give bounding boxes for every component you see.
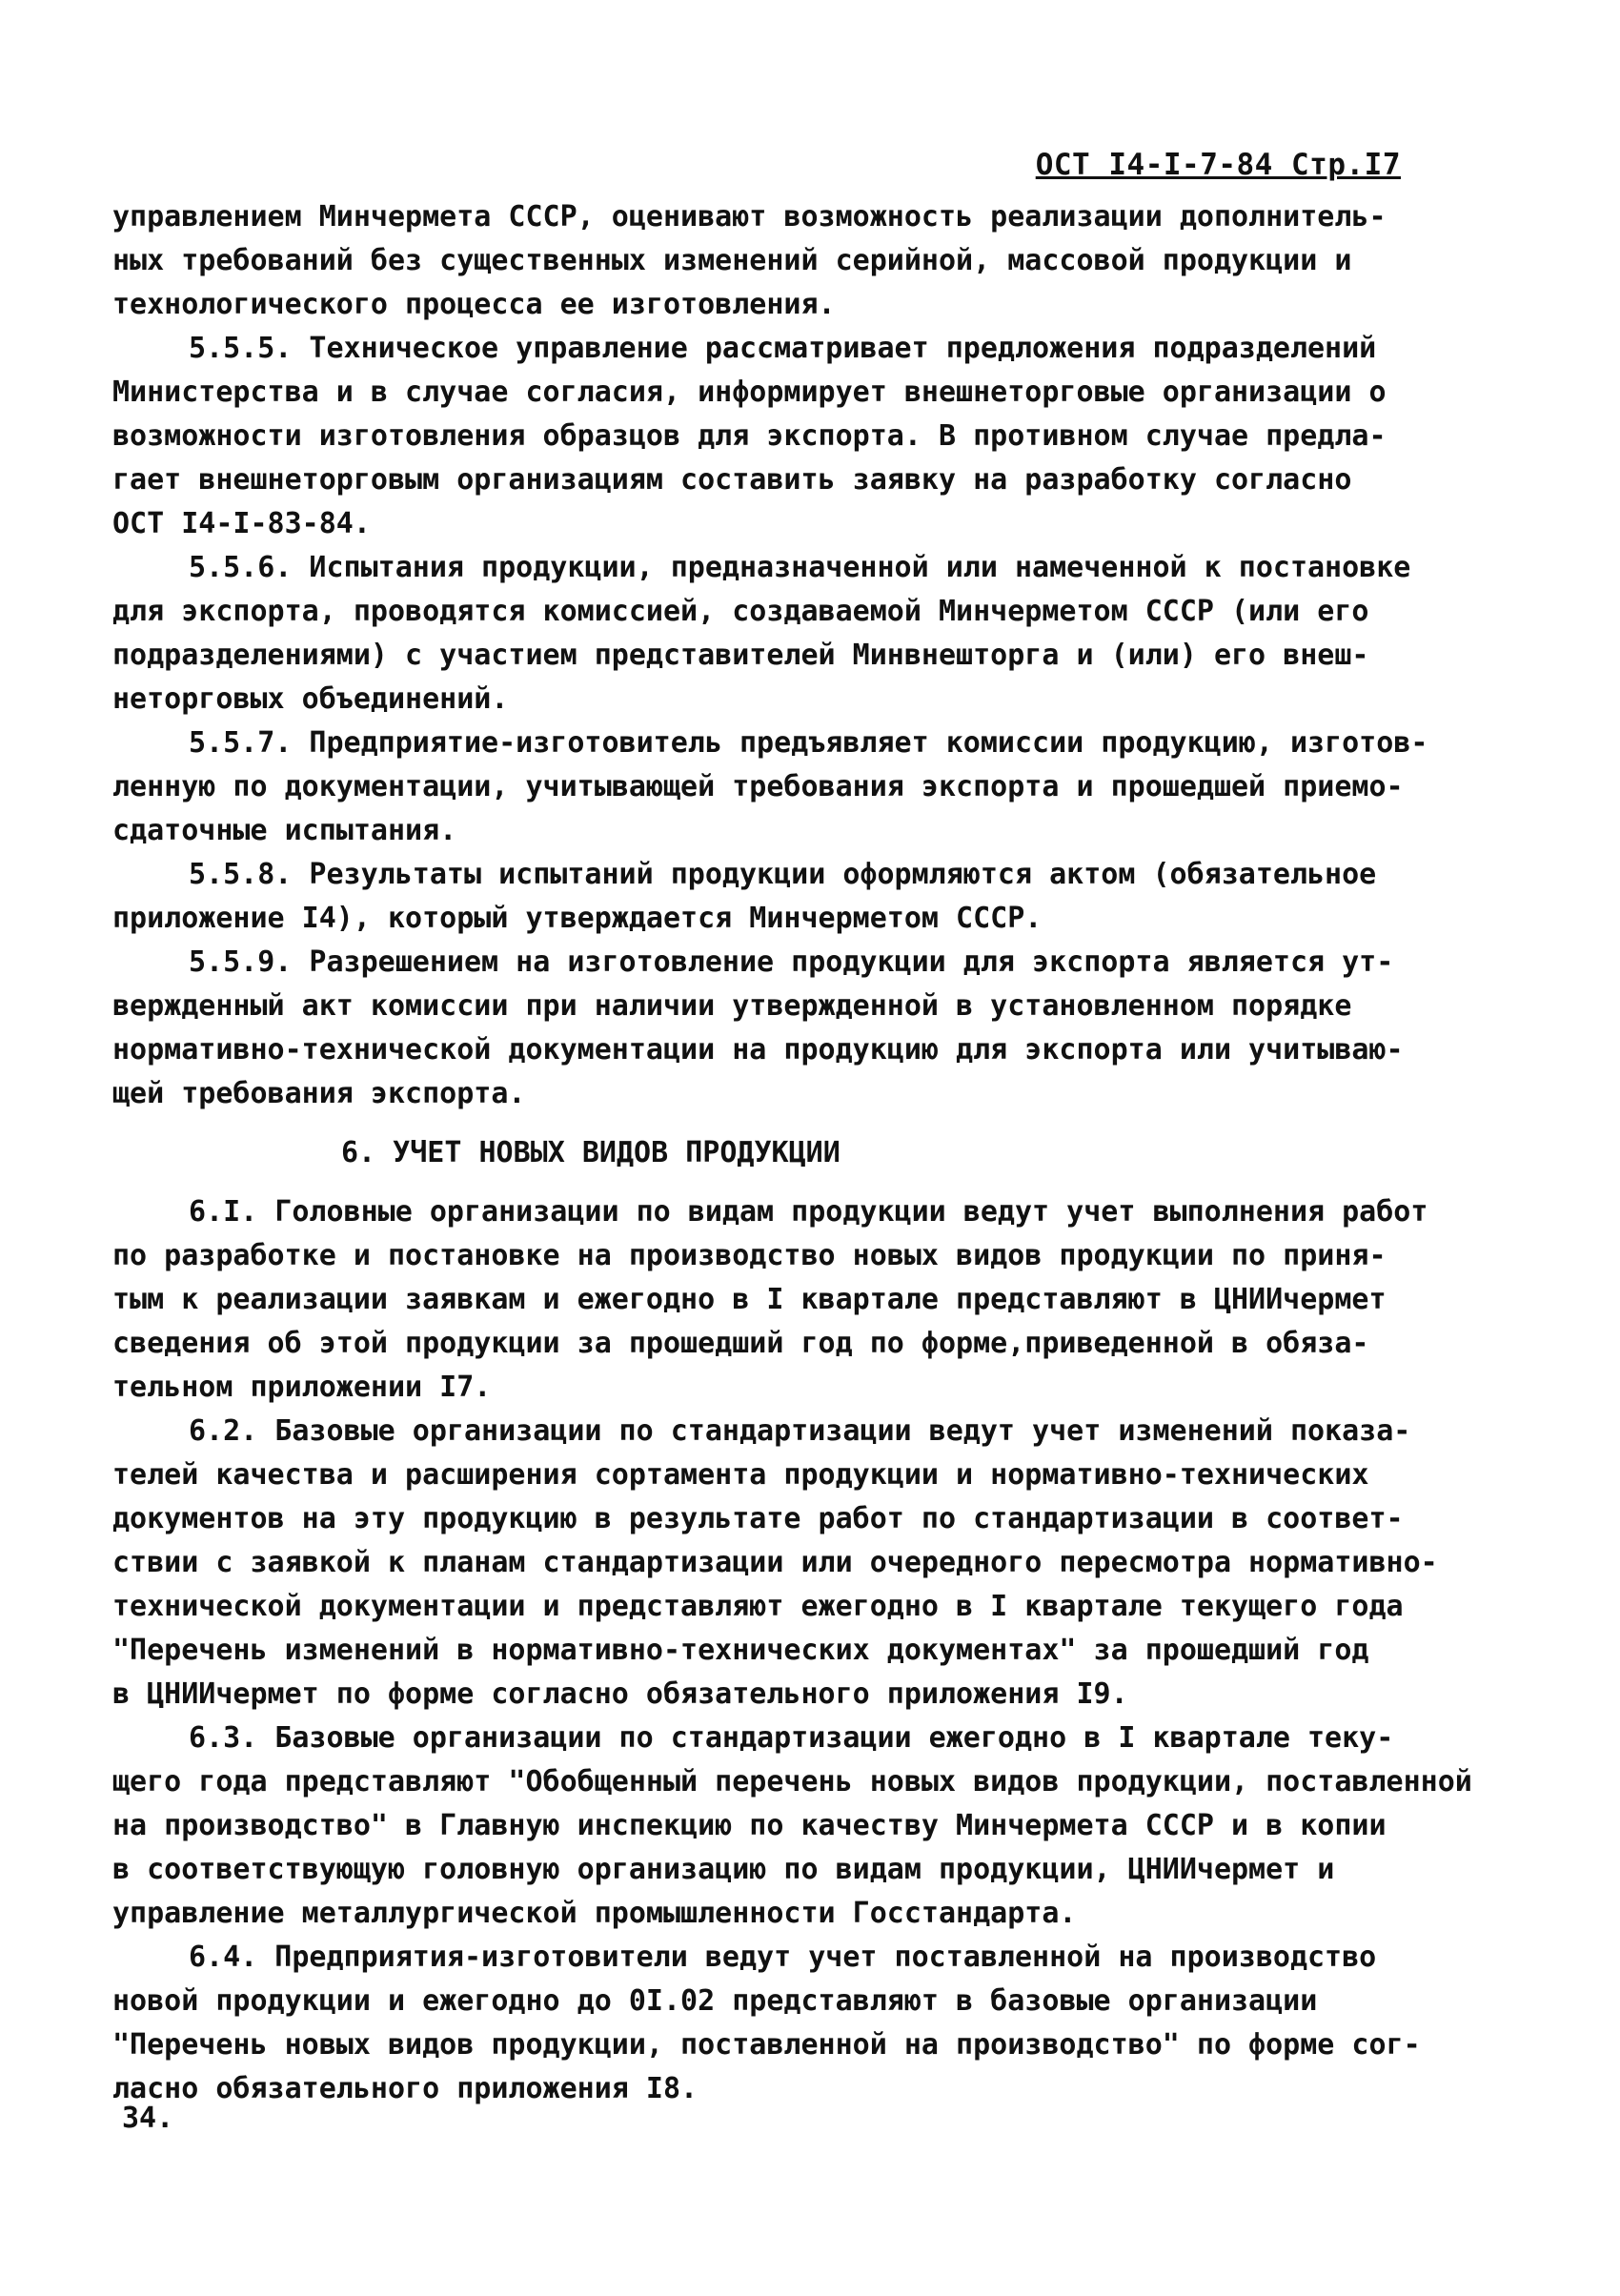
text-line: "Перечень изменений в нормативно-технических документах" за прошедший год [112, 1634, 1369, 1667]
text-line: щего года представляют "Обобщенный перечень новых видов продукции, поставленной [112, 1765, 1472, 1798]
text-line: гает внешнеторговым организациям составить заявку на разработку согласно [112, 463, 1352, 497]
text-line: неторговых объединений. [112, 682, 509, 716]
text-line: управление металлургической промышленности Госстандарта. [112, 1897, 1077, 1930]
text-line: тельном приложении I7. [112, 1371, 492, 1404]
section-gap [112, 1116, 1485, 1131]
clause-5-5-9: 5.5.9. Разрешением на изготовление продукции для экспорта является ут- [189, 945, 1394, 979]
document-header: ОСТ I4-I-7-84 Стр.I7 [1035, 148, 1401, 182]
text-line: ленную по документации, учитывающей требования экспорта и прошедшей приемо- [112, 770, 1404, 803]
clause-6-3: 6.3. Базовые организации по стандартизации ежегодно в I квартале теку- [189, 1721, 1394, 1755]
clause-5-5-6: 5.5.6. Испытания продукции, предназначенной или намеченной к постановке [189, 551, 1411, 584]
text-line: технологического процесса ее изготовления. [112, 288, 836, 321]
text-line: телей качества и расширения сортамента продукции и нормативно-технических [112, 1458, 1369, 1492]
clause-5-5-8: 5.5.8. Результаты испытаний продукции оформляются актом (обязательное [189, 858, 1377, 891]
section-heading: 6. УЧЕТ НОВЫХ ВИДОВ ПРОДУКЦИИ [341, 1136, 840, 1169]
text-line: ствии с заявкой к планам стандартизации или очередного пересмотра нормативно- [112, 1546, 1438, 1579]
clause-5-5-5: 5.5.5. Техническое управление рассматривает предложения подразделений [189, 332, 1377, 365]
clause-6-4: 6.4. Предприятия-изготовители ведут учет поставленной на производство [189, 1940, 1377, 1974]
text-line: щей требования экспорта. [112, 1077, 526, 1110]
text-line: по разработке и постановке на производство новых видов продукции по приня- [112, 1239, 1387, 1272]
text-line: ласно обязательного приложения I8. [112, 2072, 699, 2105]
text-line: управлением Минчермета СССР, оценивают возможность реализации дополнитель- [112, 200, 1387, 234]
text-line: вержденный акт комиссии при наличии утвержденной в установленном порядке [112, 989, 1352, 1023]
text-line: сдаточные испытания. [112, 814, 457, 847]
text-line: документов на эту продукцию в результате работ по стандартизации в соответ- [112, 1502, 1404, 1535]
text-line: Министерства и в случае согласия, информирует внешнеторговые организации о [112, 376, 1387, 409]
text-line: возможности изготовления образцов для экспорта. В противном случае предла- [112, 419, 1387, 453]
page-number: 34. [122, 2102, 174, 2135]
text-line: для экспорта, проводятся комиссией, создаваемой Минчерметом СССР (или его [112, 595, 1369, 628]
text-line: в соответствующую головную организацию по видам продукции, ЦНИИчермет и [112, 1853, 1335, 1886]
text-line: на производство" в Главную инспекцию по качеству Минчермета СССР и в копии [112, 1809, 1387, 1842]
clause-6-2: 6.2. Базовые организации по стандартизации ведут учет изменений показа- [189, 1414, 1411, 1448]
text-line: тым к реализации заявкам и ежегодно в I квартале представляют в ЦНИИчермет [112, 1283, 1387, 1316]
text-line: в ЦНИИчермет по форме согласно обязательного приложения I9. [112, 1677, 1128, 1711]
text-line: ОСТ I4-I-83-84. [112, 507, 371, 540]
text-line: "Перечень новых видов продукции, поставленной на производство" по форме сог- [112, 2028, 1421, 2062]
text-line: подразделениями) с участием представителей Минвнешторга и (или) его внеш- [112, 639, 1369, 672]
document-body [112, 195, 1485, 2111]
text-line: технической документации и представляют ежегодно в I квартале текущего года [112, 1590, 1404, 1623]
text-line: приложение I4), который утверждается Минчерметом СССР. [112, 902, 1043, 935]
text-line: нормативно-технической документации на продукцию для экспорта или учитываю- [112, 1033, 1404, 1067]
clause-6-1: 6.I. Головные организации по видам продукции ведут учет выполнения работ [189, 1195, 1428, 1229]
clause-5-5-7: 5.5.7. Предприятие-изготовитель предъявляет комиссии продукцию, изготов- [189, 726, 1428, 760]
text-line: ных требований без существенных изменений серийной, массовой продукции и [112, 244, 1352, 277]
section-gap [112, 1175, 1485, 1190]
text-line: сведения об этой продукции за прошедший год по форме,приведенной в обяза- [112, 1327, 1369, 1360]
text-line: новой продукции и ежегодно до 0I.02 представляют в базовые организации [112, 1984, 1318, 2018]
